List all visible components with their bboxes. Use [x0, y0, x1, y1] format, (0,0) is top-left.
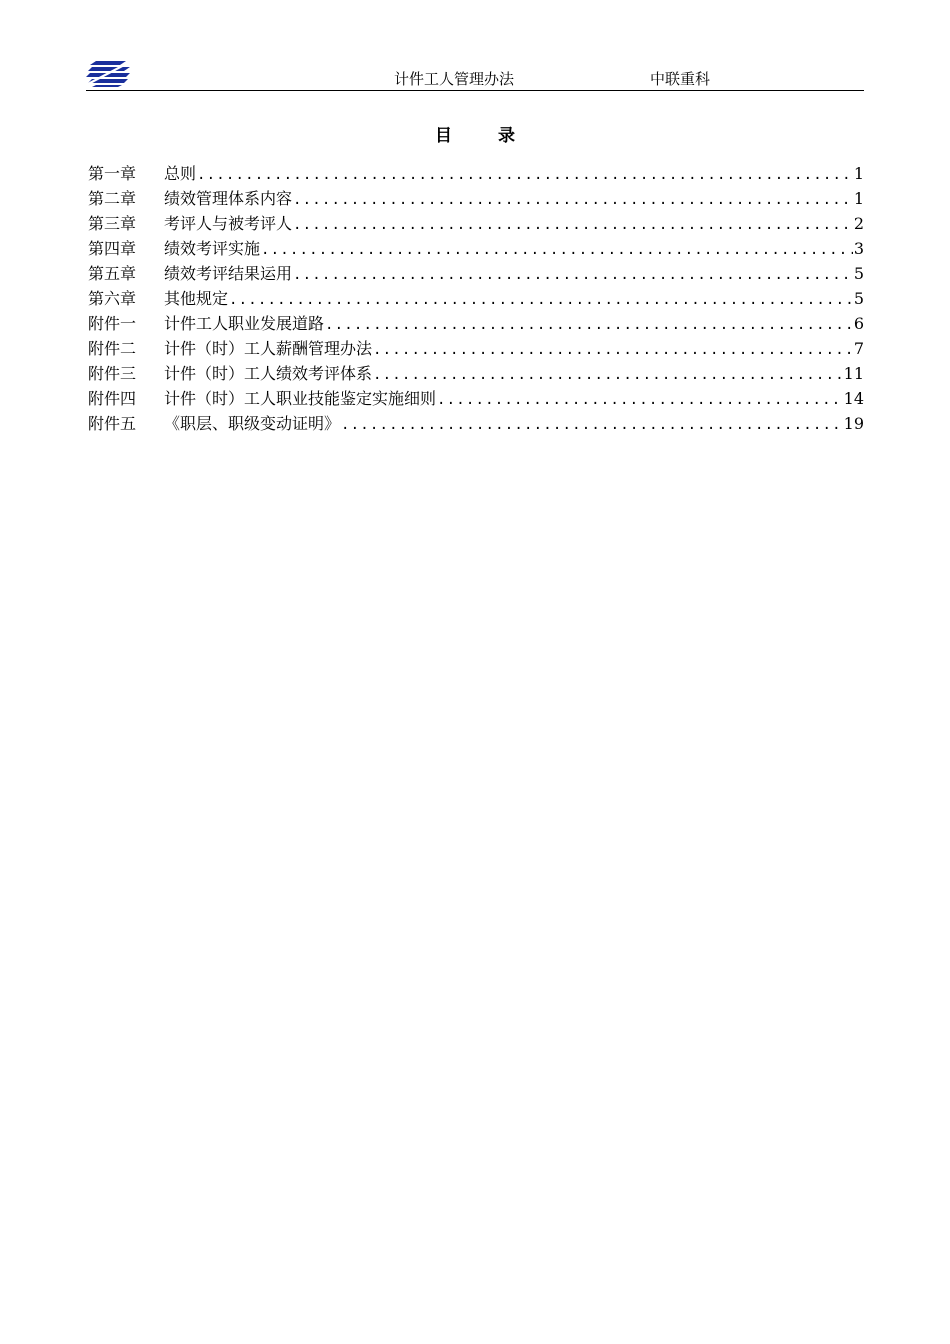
- toc-entry-page: 2: [853, 214, 864, 233]
- toc-dot-leader: [293, 263, 853, 288]
- toc-entry-page: 6: [853, 314, 864, 333]
- toc-entry-page: 1: [853, 189, 864, 208]
- toc-dot-leader: [293, 213, 853, 238]
- toc-title: 目 录: [435, 126, 535, 146]
- toc-dot-leader: [437, 388, 843, 413]
- toc-entry-number: 附件五: [88, 414, 137, 433]
- toc-entry-page: 5: [853, 289, 864, 308]
- toc-entry-number: 第二章: [88, 189, 137, 208]
- toc-entry-number: 第四章: [88, 239, 137, 258]
- toc-dot-leader: [373, 338, 853, 363]
- toc-entry-title: 绩效考评实施: [164, 239, 261, 258]
- toc-entry-page: 14: [843, 389, 864, 408]
- toc-entry-page: 3: [853, 239, 864, 258]
- toc-entry-title: 其他规定: [164, 289, 229, 308]
- toc-entry-title: 绩效管理体系内容: [164, 189, 293, 208]
- toc-entry-number: 附件二: [88, 339, 137, 358]
- header-company-name: 中联重科: [650, 70, 711, 88]
- toc-dot-leader: [325, 313, 853, 338]
- toc-dot-leader: [341, 413, 843, 438]
- toc-dot-leader: [261, 238, 853, 263]
- toc-entry[interactable]: [88, 411, 864, 436]
- toc-entry-title: 绩效考评结果运用: [164, 264, 293, 283]
- toc-entry[interactable]: [88, 211, 864, 236]
- toc-entry[interactable]: [88, 361, 864, 386]
- toc-dot-leader: [197, 163, 853, 188]
- zoomlion-logo-icon: [86, 58, 132, 88]
- toc-entry[interactable]: [88, 386, 864, 411]
- toc-entry[interactable]: [88, 336, 864, 361]
- toc-entry-title: 考评人与被考评人: [164, 214, 293, 233]
- table-of-contents: [88, 161, 864, 436]
- toc-dot-leader: [373, 363, 843, 388]
- toc-dot-leader: [229, 288, 853, 313]
- toc-entry-title: 计件工人职业发展道路: [164, 314, 325, 333]
- toc-entry-number: 附件三: [88, 364, 137, 383]
- toc-entry-page: 7: [853, 339, 864, 358]
- toc-entry-page: 5: [853, 264, 864, 283]
- toc-entry[interactable]: [88, 311, 864, 336]
- toc-entry-page: 11: [843, 364, 864, 383]
- header-doc-title: 计件工人管理办法: [394, 70, 515, 88]
- page-header: [86, 56, 864, 91]
- toc-entry-number: 第三章: [88, 214, 137, 233]
- toc-entry-title: 计件（时）工人绩效考评体系: [164, 364, 373, 383]
- toc-entry[interactable]: [88, 161, 864, 186]
- toc-entry[interactable]: [88, 261, 864, 286]
- toc-entry[interactable]: [88, 236, 864, 261]
- toc-entry-number: 第六章: [88, 289, 137, 308]
- toc-entry-title: 计件（时）工人薪酬管理办法: [164, 339, 373, 358]
- toc-entry-title: 计件（时）工人职业技能鉴定实施细则: [164, 389, 437, 408]
- toc-entry[interactable]: [88, 286, 864, 311]
- toc-dot-leader: [293, 188, 853, 213]
- toc-entry-title: 总则: [164, 164, 197, 183]
- toc-entry-number: 第五章: [88, 264, 137, 283]
- toc-entry-number: 第一章: [88, 164, 137, 183]
- toc-entry-number: 附件一: [88, 314, 137, 333]
- toc-entry-page: 19: [843, 414, 864, 433]
- toc-entry-page: 1: [853, 164, 864, 183]
- toc-entry-number: 附件四: [88, 389, 137, 408]
- toc-entry-title: 《职层、职级变动证明》: [164, 414, 341, 433]
- toc-entry[interactable]: [88, 186, 864, 211]
